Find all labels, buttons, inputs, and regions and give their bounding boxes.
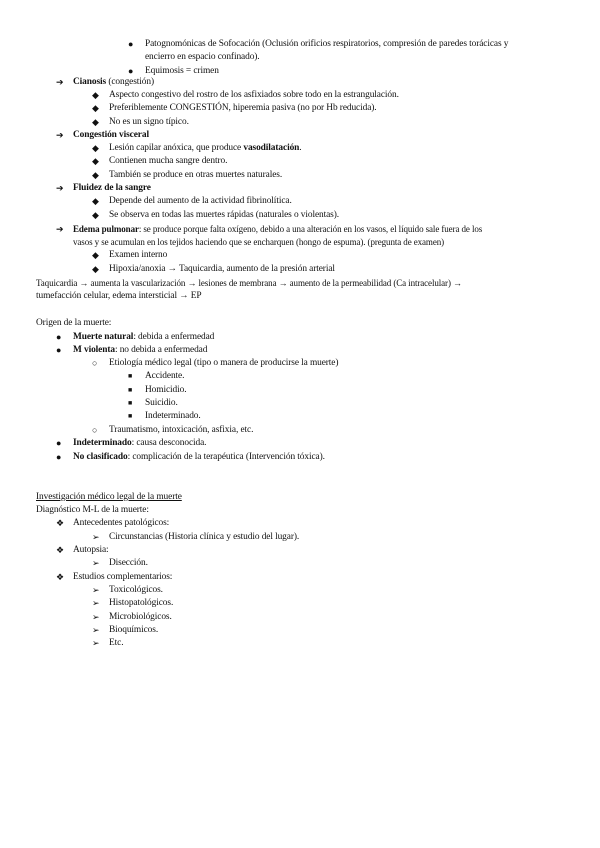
arrowhead-bullet-icon: ➢ (92, 558, 100, 568)
text-line: Indeterminado. (145, 411, 201, 421)
text-run: : se produce porque falta oxígeno, debido a una alteración en los vasos, el líquido sale fuera de los (138, 224, 483, 234)
diamond-bullet-icon: ◆ (92, 264, 99, 274)
arrowhead-bullet-icon: ➢ (92, 638, 100, 648)
text-run: : debida a enfermedad (133, 332, 215, 342)
text-line: Preferiblemente CONGESTIÓN, hiperemia pasiva (no por Hb reducida). (109, 103, 377, 113)
square-bullet-icon: ■ (128, 386, 133, 394)
text-line: encierro en espacio confinado). (145, 52, 260, 62)
bullet-dot-icon: ● (56, 332, 62, 342)
text-run: : complicación de la terapéutica (Intervención tóxica). (127, 452, 325, 462)
bold-term: No clasificado (73, 452, 128, 462)
arrowhead-bullet-icon: ➢ (92, 598, 100, 608)
bullet-dot-icon: ● (56, 345, 62, 355)
text-line: Contienen mucha sangre dentro. (109, 156, 228, 166)
bold-term: Indeterminado (73, 438, 132, 448)
text-line: También se produce en otras muertes naturales. (109, 170, 283, 180)
arrow-bullet-icon: ➔ (56, 77, 64, 87)
section-heading: Investigación médico legal de la muerte (36, 492, 182, 502)
star-bullet-icon: ❖ (56, 545, 65, 555)
square-bullet-icon: ■ (128, 372, 133, 380)
text-run: Lesión capilar anóxica, que produce (109, 143, 244, 153)
arrow-bullet-icon: ➔ (56, 183, 64, 193)
text-line: Etiología médico legal (tipo o manera de producirse la muerte) (109, 358, 339, 368)
circle-bullet-icon: ○ (92, 425, 98, 435)
diamond-bullet-icon: ◆ (92, 117, 99, 127)
text-line: Circunstancias (Historia clínica y estudio del lugar). (109, 532, 300, 542)
text-line: Hipoxia/anoxia → Taquicardia, aumento de la presión arterial (109, 264, 335, 274)
section-title: Fluidez de la sangre (73, 183, 151, 193)
square-bullet-icon: ■ (128, 412, 133, 420)
text-line: Autopsia: (73, 545, 109, 555)
text-line (73, 344, 207, 356)
star-bullet-icon: ❖ (56, 518, 65, 528)
bold-term: M violenta (73, 345, 115, 355)
diamond-bullet-icon: ◆ (92, 170, 99, 180)
diamond-bullet-icon: ◆ (92, 156, 99, 166)
text-line: Origen de la muerte: (36, 318, 112, 328)
text-line: Taquicardia → aumenta la vascularización → lesiones de membrana → aumento de la permeabilidad (Ca intracelular) → (36, 278, 462, 288)
section-title: Cianosis (73, 77, 107, 87)
bullet-dot-icon: ● (56, 452, 62, 462)
diamond-bullet-icon: ◆ (92, 250, 99, 260)
arrowhead-bullet-icon: ➢ (92, 532, 100, 542)
text-line: Suicidio. (145, 398, 178, 408)
text-line: Toxicológicos. (109, 585, 163, 595)
square-bullet-icon: ■ (128, 399, 133, 407)
text-line (73, 331, 214, 343)
text-line: No es un signo típico. (109, 117, 189, 127)
diamond-bullet-icon: ◆ (92, 196, 99, 206)
bold-term: Muerte natural (73, 332, 134, 342)
text-line: Depende del aumento de la actividad fibrinolítica. (109, 196, 292, 206)
bullet-dot-icon: ● (128, 66, 134, 76)
arrowhead-bullet-icon: ➢ (92, 625, 100, 635)
text-line: Aspecto congestivo del rostro de los asfixiados sobre todo en la estrangulación. (109, 90, 399, 100)
text-line: Microbiológicos. (109, 612, 172, 622)
text-line: Se observa en todas las muertes rápidas (naturales o violentas). (109, 210, 339, 220)
text-line: Equimosis = crimen (145, 66, 219, 76)
text-line (73, 223, 482, 235)
bullet-dot-icon: ● (56, 438, 62, 448)
text-line: Accidente. (145, 371, 185, 381)
text-line: vasos y se acumulan en los tejidos haciendo que se encharquen (hongo de espuma). (pregunta de examen) (73, 237, 445, 247)
text-run: : causa desconocida. (131, 438, 207, 448)
text-line: Homicidio. (145, 385, 187, 395)
text-line: Etc. (109, 638, 124, 648)
text-line: Traumatismo, intoxicación, asfixia, etc. (109, 425, 254, 435)
text-line (109, 142, 302, 154)
text-line: Bioquímicos. (109, 625, 159, 635)
arrow-bullet-icon: ➔ (56, 130, 64, 140)
section-title: Edema pulmonar (73, 224, 139, 234)
arrowhead-bullet-icon: ➢ (92, 585, 100, 595)
text-run: : no debida a enfermedad (114, 345, 208, 355)
text-line (73, 437, 206, 449)
bold-term: vasodilatación (243, 143, 300, 153)
text-line: Diagnóstico M-L de la muerte: (36, 505, 149, 515)
diamond-bullet-icon: ◆ (92, 143, 99, 153)
section-title: Congestión visceral (73, 130, 149, 140)
text-line: Disección. (109, 558, 148, 568)
text-line: Antecedentes patológicos: (73, 518, 170, 528)
text-line: Examen interno (109, 250, 168, 260)
text-line: Histopatológicos. (109, 598, 174, 608)
heading-line (73, 76, 154, 88)
text-line: Patognomónicas de Sofocación (Oclusión orificios respiratorios, compresión de paredes torácicas y (145, 39, 509, 49)
text-line (73, 451, 325, 463)
arrow-bullet-icon: ➔ (56, 224, 64, 234)
diamond-bullet-icon: ◆ (92, 210, 99, 220)
arrowhead-bullet-icon: ➢ (92, 612, 100, 622)
text-run: . (299, 143, 302, 153)
diamond-bullet-icon: ◆ (92, 103, 99, 113)
star-bullet-icon: ❖ (56, 572, 65, 582)
section-subtitle: (congestión) (106, 77, 154, 87)
diamond-bullet-icon: ◆ (92, 90, 99, 100)
circle-bullet-icon: ○ (92, 358, 98, 368)
text-line: tumefacción celular, edema intersticial → EP (36, 291, 202, 301)
bullet-dot-icon: ● (128, 39, 134, 49)
text-line: Estudios complementarios: (73, 572, 173, 582)
